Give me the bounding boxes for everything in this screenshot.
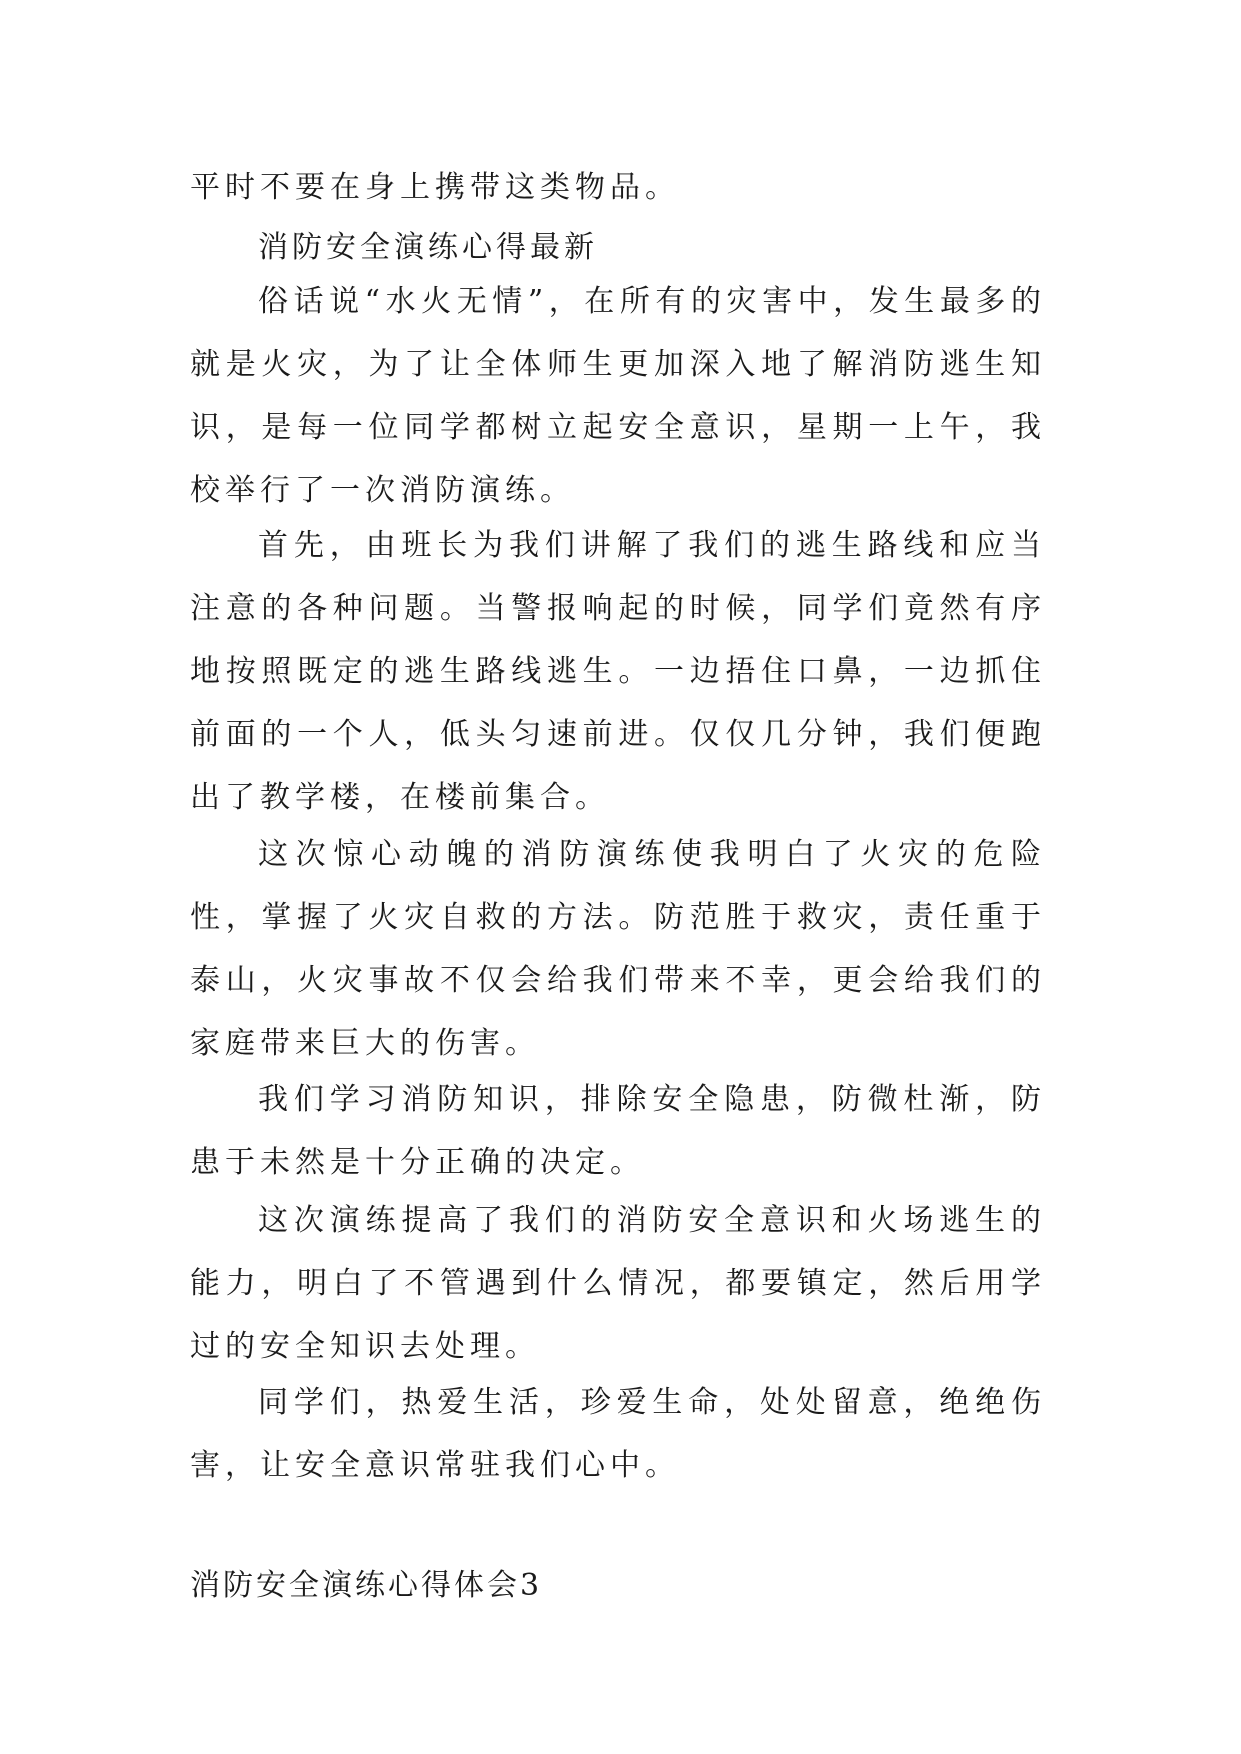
article-subtitle: 消防安全演练心得最新	[258, 230, 598, 265]
paragraph-2: 首先，由班长为我们讲解了我们的逃生路线和应当注意的各种问题。当警报响起的时候，同学们竟然有序地按照既定的逃生路线逃生。一边捂住口鼻，一边抓住前面的一个人，低头匀速前进。仅仅几分钟，我们便跑出了教学楼，在楼前集合。	[190, 528, 1046, 815]
paragraph-6: 同学们，热爱生活，珍爱生命，处处留意，绝绝伤害，让安全意识常驻我们心中。	[190, 1385, 1046, 1483]
paragraph-3: 这次惊心动魄的消防演练使我明白了火灾的危险性，掌握了火灾自救的方法。防范胜于救灾，责任重于泰山，火灾事故不仅会给我们带来不幸，更会给我们的家庭带来巨大的伤害。	[190, 837, 1046, 1061]
paragraph-5: 这次演练提高了我们的消防安全意识和火场逃生的能力，明白了不管遇到什么情况，都要镇定，然后用学过的安全知识去处理。	[190, 1203, 1046, 1364]
next-section-title: 消防安全演练心得体会3	[190, 1568, 543, 1603]
paragraph-1: 俗话说“水火无情”，在所有的灾害中，发生最多的就是火灾，为了让全体师生更加深入地了解消防逃生知识，是每一位同学都树立起安全意识，星期一上午，我校举行了一次消防演练。	[190, 284, 1046, 508]
intro-tail-line: 平时不要在身上携带这类物品。	[190, 170, 680, 205]
paragraph-4: 我们学习消防知识，排除安全隐患，防微杜渐，防患于未然是十分正确的决定。	[190, 1082, 1046, 1180]
